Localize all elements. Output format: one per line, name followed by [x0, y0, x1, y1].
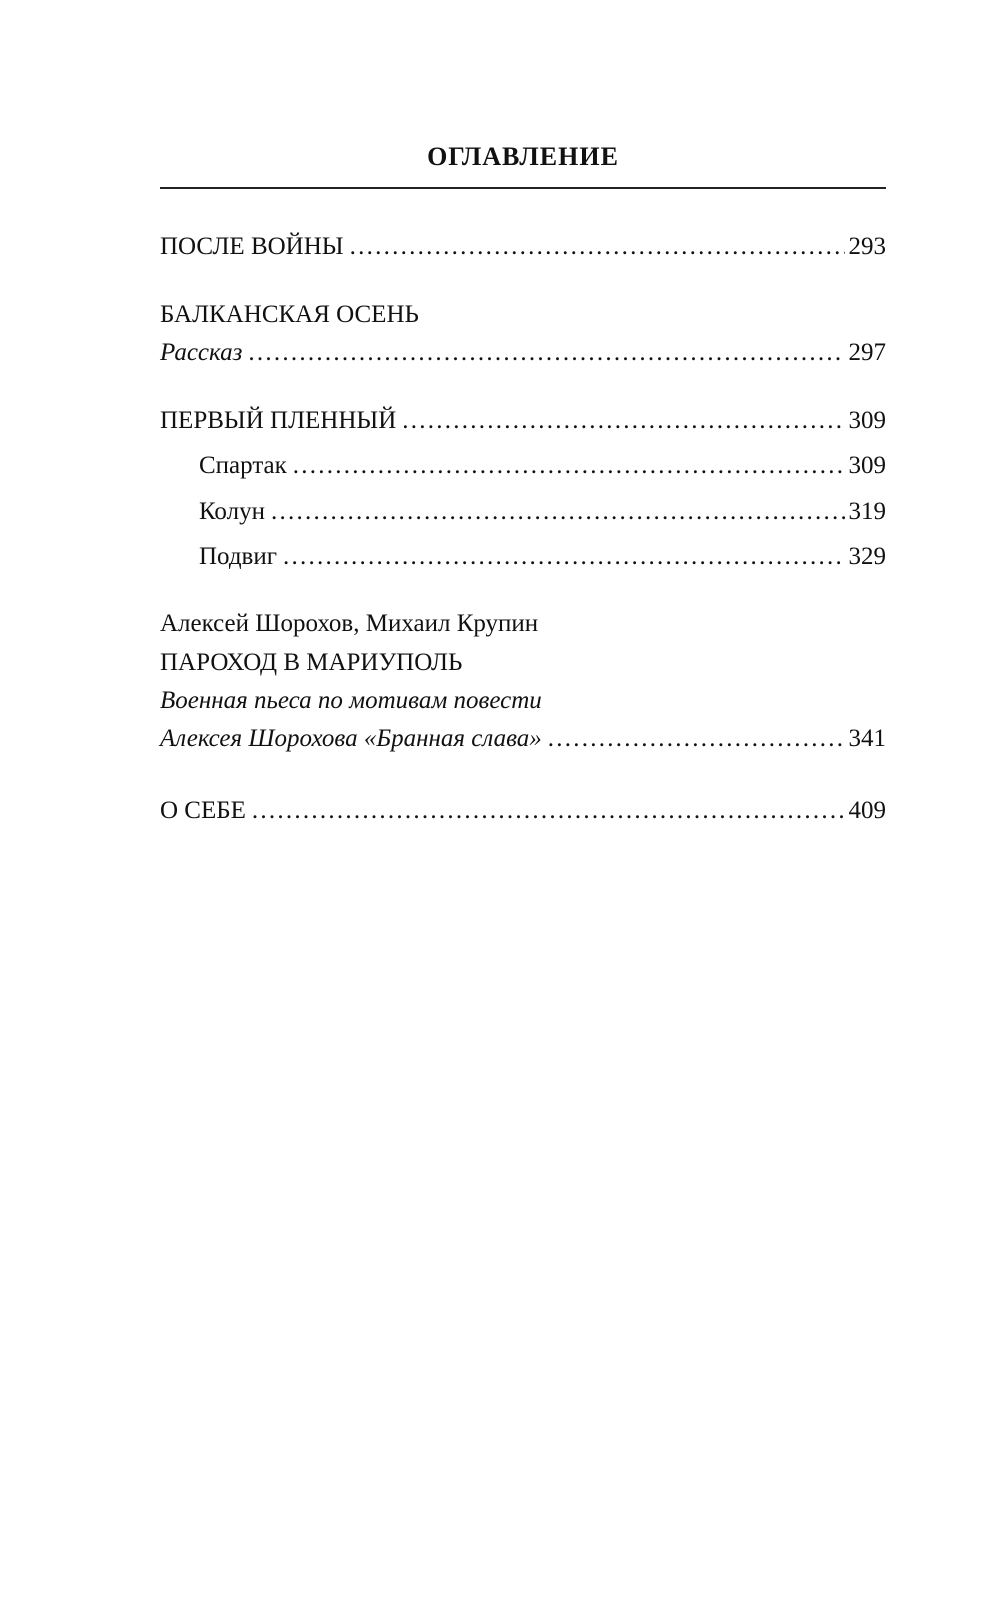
dot-leader [252, 794, 845, 828]
toc-entry-page: 341 [848, 725, 886, 752]
toc-authors [160, 607, 886, 641]
toc-subentry-spartak[interactable] [199, 449, 886, 483]
toc-entry-label: ПОСЛЕ ВОЙНЫ [160, 233, 344, 260]
toc-entry-o-sebe[interactable] [160, 794, 886, 828]
toc-heading-parokhod [160, 646, 886, 680]
toc-entry-posle-voyny[interactable] [160, 230, 886, 264]
dot-leader [293, 449, 845, 483]
toc-entry-rasskaz[interactable] [160, 336, 886, 370]
toc-title: ОГЛАВЛЕНИЕ [427, 142, 619, 171]
toc-authors-label: Алексей Шорохов, Михаил Крупин [160, 610, 539, 637]
toc-entry-label: Колун [199, 498, 265, 525]
title-divider [160, 187, 886, 189]
toc-entry-parokhod[interactable] [160, 722, 886, 756]
toc-entry-page: 329 [848, 543, 886, 570]
toc-subentry-podvig[interactable] [199, 540, 886, 574]
dot-leader [271, 495, 845, 529]
toc-heading-balkanskaya-osen [160, 298, 886, 332]
toc-entry-page: 319 [848, 498, 886, 525]
toc-entry-page: 309 [848, 407, 886, 434]
dot-leader [548, 722, 845, 756]
toc-entry-page: 409 [848, 797, 886, 824]
toc-entry-page: 297 [848, 339, 886, 366]
dot-leader [402, 404, 844, 438]
toc-heading-label: ПАРОХОД В МАРИУПОЛЬ [160, 649, 463, 676]
toc-entry-label: Алексея Шорохова «Бранная слава» [160, 725, 542, 752]
toc-entry-label: Подвиг [199, 543, 277, 570]
toc-entry-page: 309 [848, 452, 886, 479]
dot-leader [248, 336, 844, 370]
toc-entry-label: О СЕБЕ [160, 797, 246, 824]
toc-subtitle [160, 684, 886, 718]
toc-entry-label: ПЕРВЫЙ ПЛЕННЫЙ [160, 407, 397, 434]
toc-subentry-kolun[interactable] [199, 495, 886, 529]
toc-entry-label: Спартак [199, 452, 287, 479]
dot-leader [283, 540, 845, 574]
dot-leader [350, 230, 845, 264]
toc-subtitle-label: Военная пьеса по мотивам повести [160, 687, 542, 714]
toc-entry-page: 293 [848, 233, 886, 260]
toc-heading-label: БАЛКАНСКАЯ ОСЕНЬ [160, 301, 419, 328]
toc-entry-perviy-plenniy[interactable] [160, 404, 886, 438]
toc-entry-label: Рассказ [160, 339, 243, 366]
